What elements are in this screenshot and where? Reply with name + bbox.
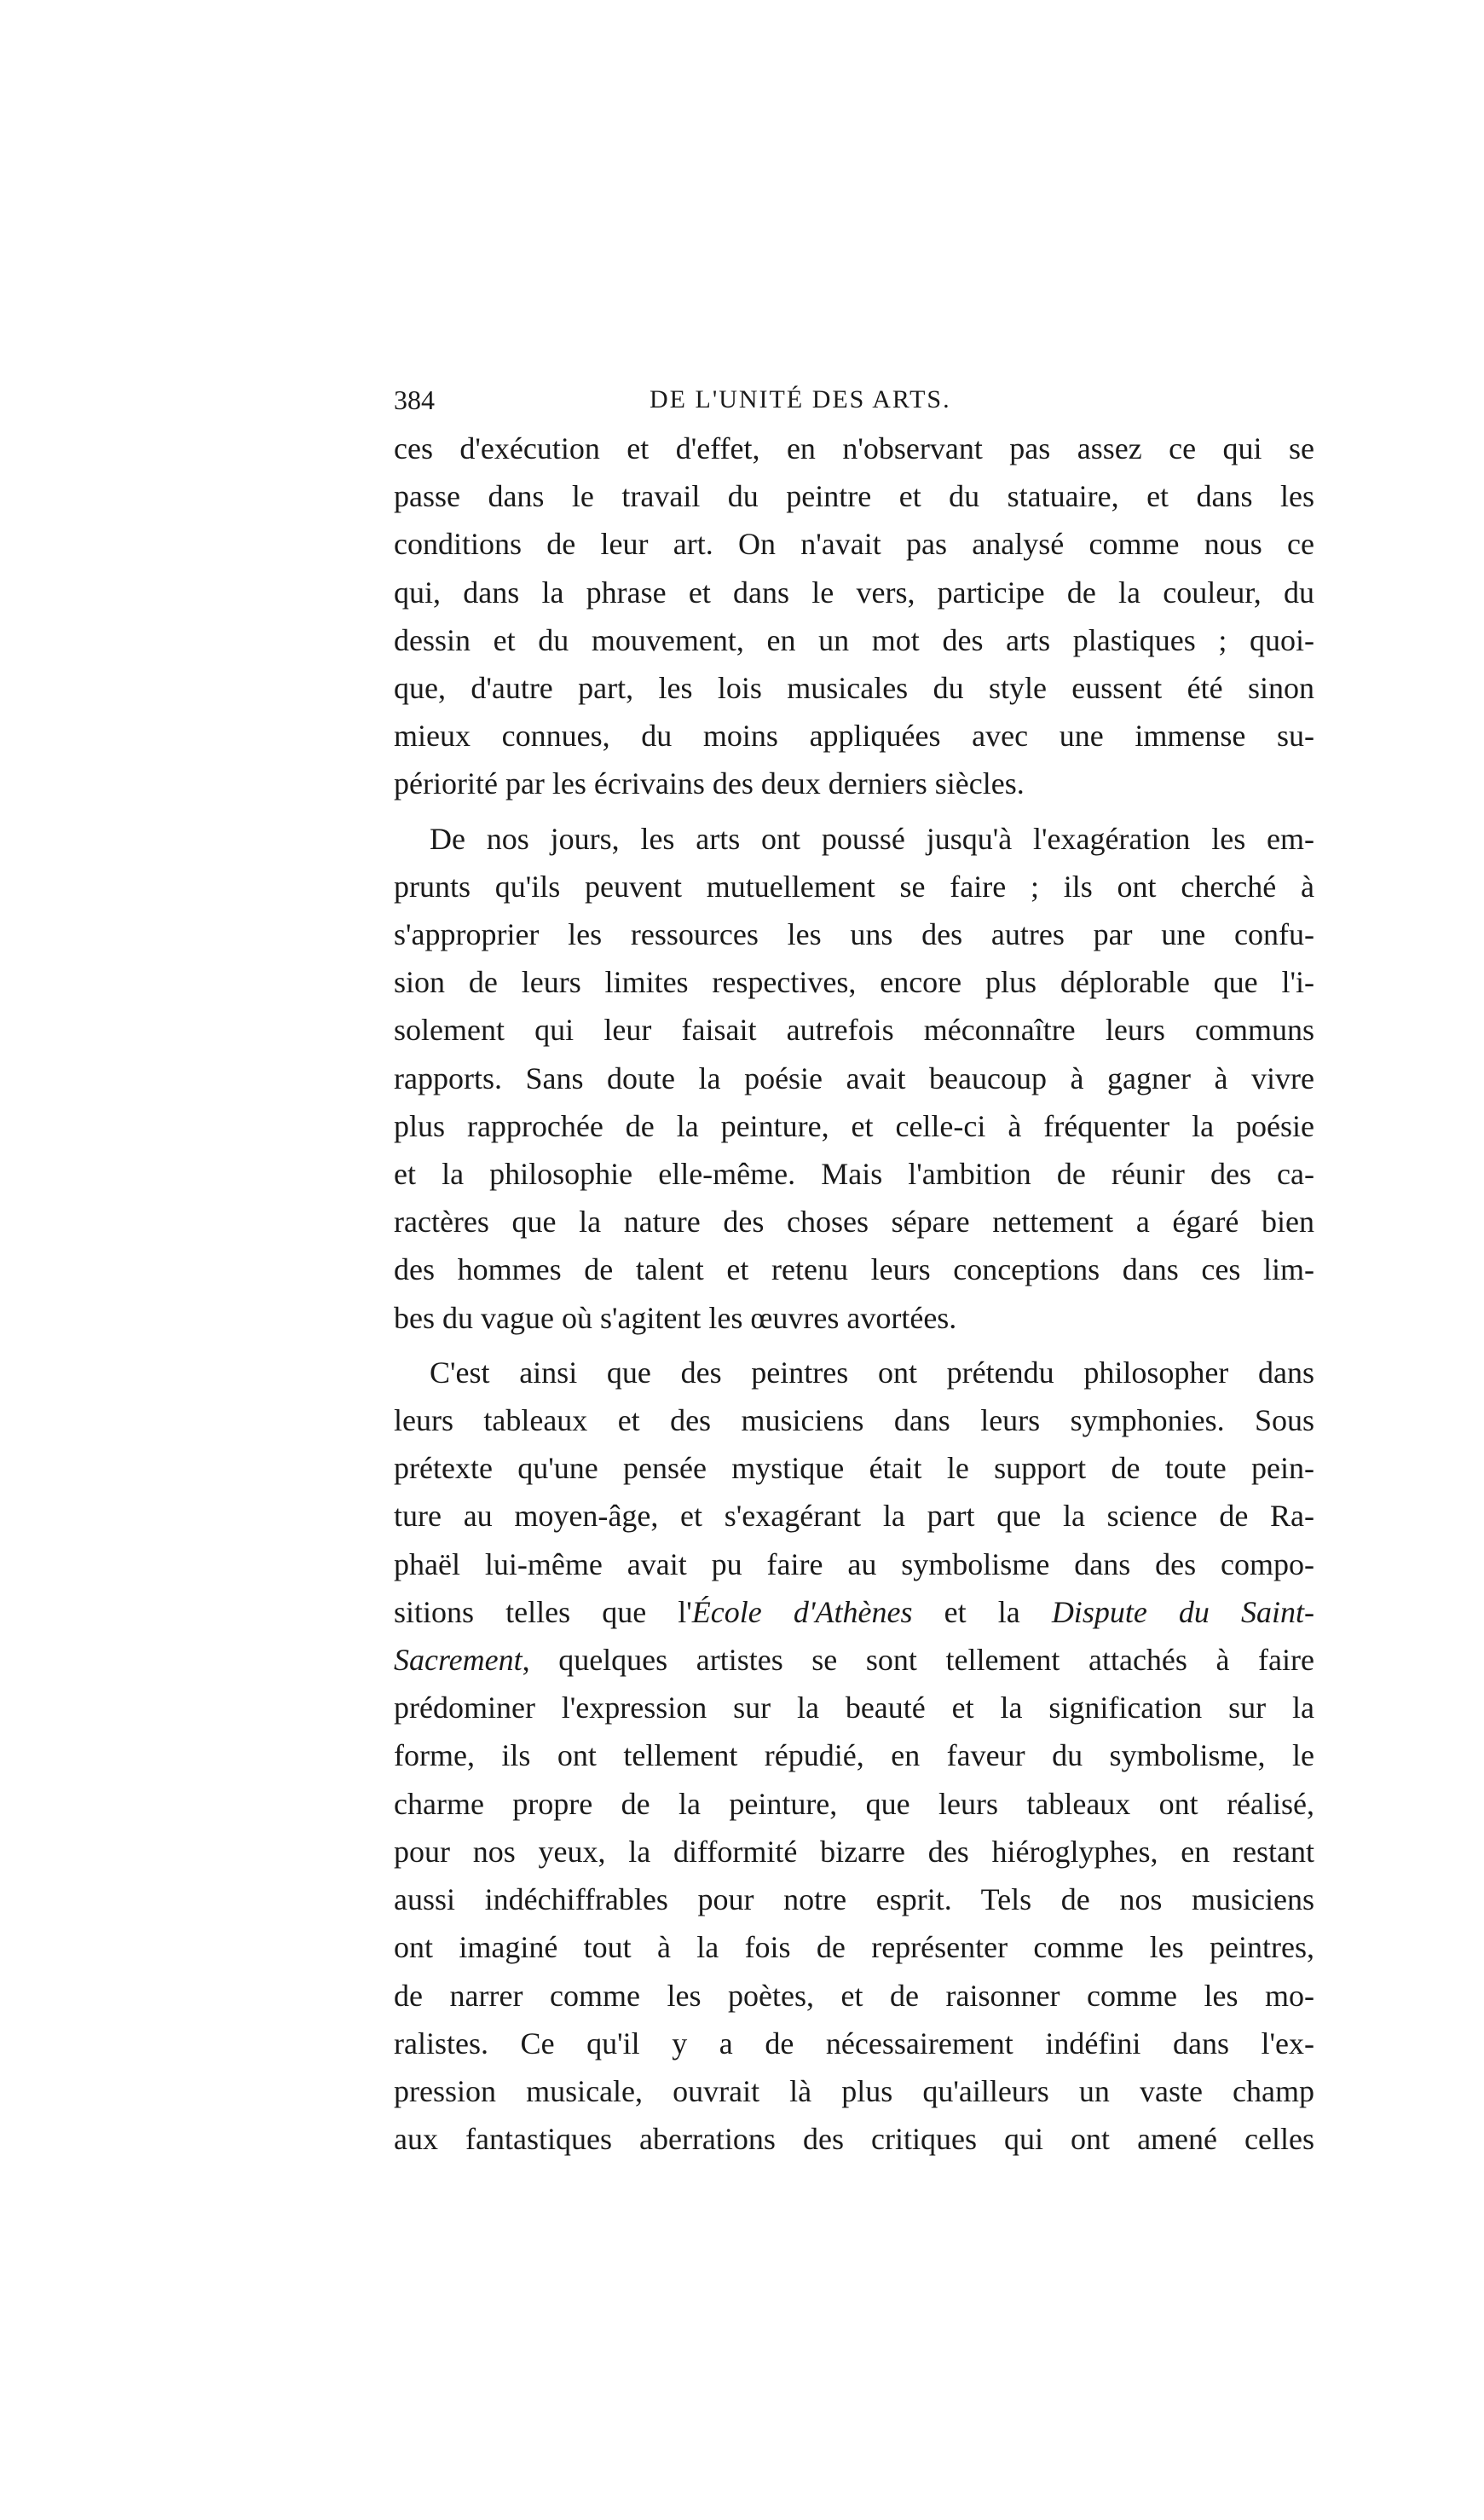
text-line: ractères que la nature des choses sépare nettement a égaré bien bbox=[394, 1205, 1314, 1240]
text-line: solement qui leur faisait autrefois méconnaître leurs communs bbox=[394, 1013, 1314, 1048]
text-line: phaël lui-même avait pu faire au symbolisme dans des compo- bbox=[394, 1546, 1314, 1581]
text-line: aux fantastiques aberrations des critiques qui ont amené celles bbox=[394, 2122, 1314, 2157]
text-line: rapports. Sans doute la poésie avait beaucoup à gagner à vivre bbox=[394, 1061, 1314, 1095]
text-line: mieux connues, du moins appliquées avec une immense su- bbox=[394, 719, 1314, 754]
text-line: ces d'exécution et d'effet, en n'observant pas assez ce qui se bbox=[394, 431, 1314, 465]
text-line: bes du vague où s'agitent les œuvres avortées. bbox=[394, 1300, 957, 1335]
line-text: et la bbox=[912, 1594, 1052, 1629]
paragraph-1 bbox=[394, 425, 1314, 808]
text-line: de narrer comme les poètes, et de raisonner comme les mo- bbox=[394, 1978, 1314, 2013]
text-line: prunts qu'ils peuvent mutuellement se faire ; ils ont cherché à bbox=[394, 869, 1314, 904]
paragraph-2 bbox=[394, 815, 1314, 1342]
paragraph-3 bbox=[394, 1349, 1314, 2163]
artwork-title-sacrement: Sacrement bbox=[394, 1643, 523, 1678]
running-head bbox=[394, 375, 1314, 425]
line-text: , quelques artistes se sont tellement attachés à faire bbox=[522, 1643, 1314, 1678]
text-line: ont imaginé tout à la fois de représenter comme les peintres, bbox=[394, 1930, 1314, 1965]
text-line: qui, dans la phrase et dans le vers, participe de la couleur, du bbox=[394, 575, 1314, 610]
text-line-with-titles bbox=[394, 1588, 1314, 1636]
text-line: De nos jours, les arts ont poussé jusqu'à l'exagération les em- bbox=[430, 821, 1314, 856]
text-line: prédominer l'expression sur la beauté et la signification sur la bbox=[394, 1691, 1314, 1725]
page-number: 384 bbox=[394, 384, 435, 415]
text-line: ralistes. Ce qu'il y a de nécessairement indéfini dans l'ex- bbox=[394, 2026, 1314, 2061]
book-page bbox=[394, 375, 1314, 2163]
text-line: plus rapprochée de la peinture, et celle-ci à fréquenter la poésie bbox=[394, 1108, 1314, 1143]
artwork-title-dispute: Dispute du Saint- bbox=[1051, 1594, 1315, 1629]
text-line: périorité par les écrivains des deux derniers siècles. bbox=[394, 766, 1025, 801]
text-line: et la philosophie elle-même. Mais l'ambition de réunir des ca- bbox=[394, 1157, 1314, 1192]
text-line: dessin et du mouvement, en un mot des arts plastiques ; quoi- bbox=[394, 622, 1314, 657]
running-title: DE L'UNITÉ DES ARTS. bbox=[650, 385, 951, 413]
text-line: leurs tableaux et des musiciens dans leurs symphonies. Sous bbox=[394, 1403, 1314, 1438]
text-line: sion de leurs limites respectives, encore plus déplorable que l'i- bbox=[394, 965, 1314, 1000]
line-text: sitions telles que l' bbox=[394, 1594, 692, 1629]
text-line: aussi indéchiffrables pour notre esprit. Tels de nos musiciens bbox=[394, 1882, 1314, 1917]
artwork-title-ecole-d-athenes: École d'Athènes bbox=[691, 1594, 913, 1629]
text-line: s'approprier les ressources les uns des autres par une confu- bbox=[394, 917, 1314, 952]
text-line: conditions de leur art. On n'avait pas analysé comme nous ce bbox=[394, 527, 1314, 562]
text-line: pour nos yeux, la difformité bizarre des hiéroglyphes, en restant bbox=[394, 1834, 1314, 1869]
body-text bbox=[394, 425, 1314, 2163]
text-line: prétexte qu'une pensée mystique était le support de toute pein- bbox=[394, 1451, 1314, 1486]
text-line: C'est ainsi que des peintres ont prétendu philosopher dans bbox=[430, 1355, 1314, 1390]
text-line-with-titles bbox=[394, 1636, 1314, 1684]
text-line: des hommes de talent et retenu leurs conceptions dans ces lim- bbox=[394, 1252, 1314, 1287]
text-line: charme propre de la peinture, que leurs tableaux ont réalisé, bbox=[394, 1786, 1314, 1821]
text-line: forme, ils ont tellement répudié, en faveur du symbolisme, le bbox=[394, 1738, 1314, 1773]
text-line: pression musicale, ouvrait là plus qu'ailleurs un vaste champ bbox=[394, 2073, 1314, 2108]
text-line: ture au moyen-âge, et s'exagérant la part que la science de Ra- bbox=[394, 1499, 1314, 1534]
text-line: que, d'autre part, les lois musicales du style eussent été sinon bbox=[394, 671, 1314, 706]
text-line: passe dans le travail du peintre et du statuaire, et dans les bbox=[394, 479, 1314, 514]
